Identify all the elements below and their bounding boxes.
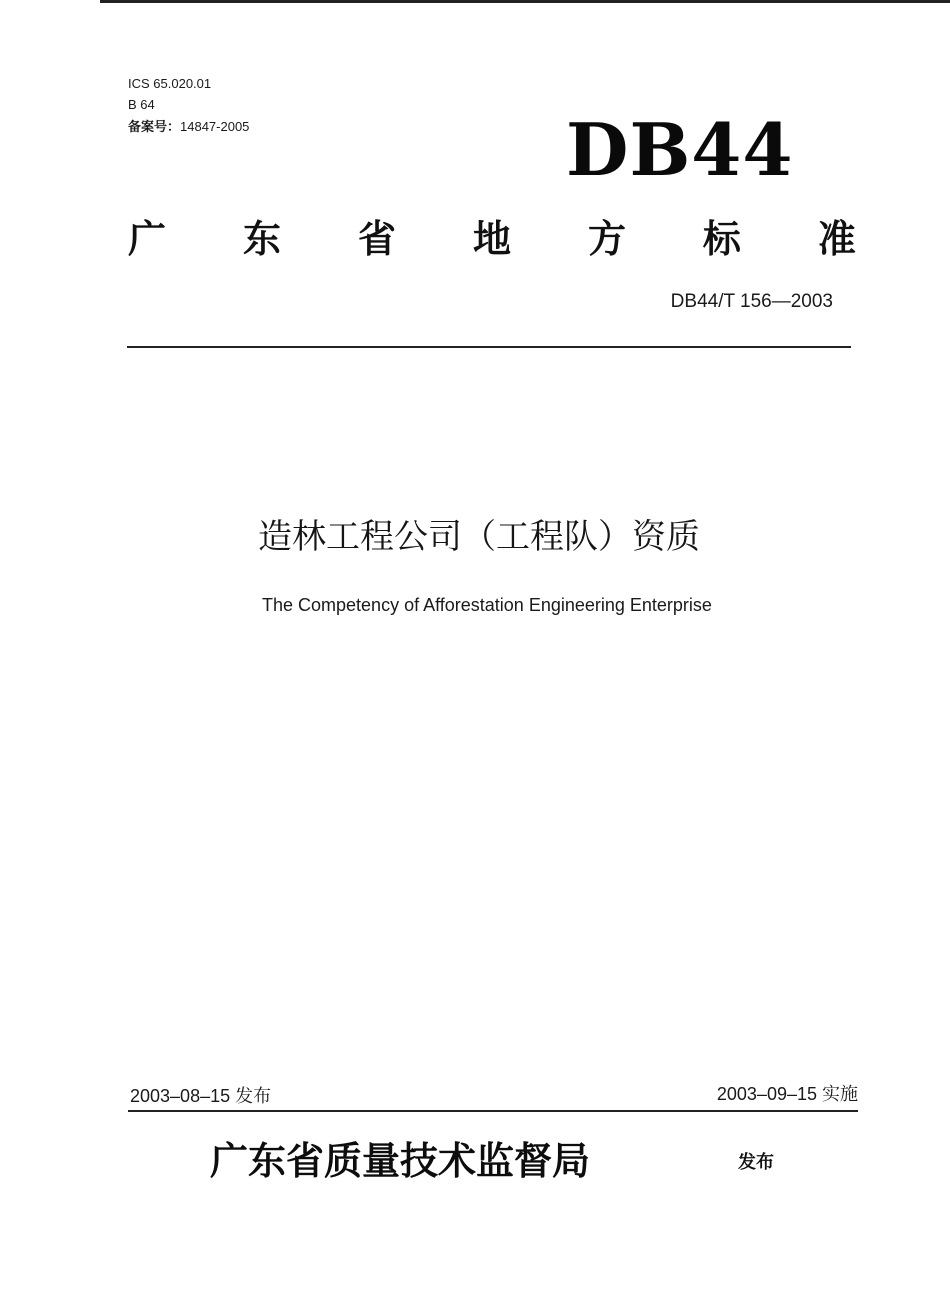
standard-type-char: 方 bbox=[587, 216, 626, 261]
db44-logo: DB44 bbox=[566, 107, 794, 192]
standard-code: DB44/T 156—2003 bbox=[670, 291, 833, 312]
document-title-chinese: 造林工程公司（工程队）资质 bbox=[258, 517, 700, 557]
standard-type-char: 标 bbox=[702, 216, 741, 261]
document-title-english: The Competency of Afforestation Engineering Enterprise bbox=[262, 595, 712, 615]
scan-top-edge bbox=[100, 0, 950, 3]
standard-type-char: 东 bbox=[242, 216, 281, 261]
standard-type-char: 地 bbox=[472, 216, 511, 261]
bottom-divider bbox=[128, 1110, 858, 1112]
top-divider bbox=[127, 346, 851, 348]
issue-date: 2003–08–15 发布 bbox=[130, 1086, 272, 1106]
standard-type-heading bbox=[128, 208, 856, 262]
standard-type-char: 广 bbox=[128, 216, 167, 261]
filing-label: 备案号： bbox=[128, 119, 181, 134]
standard-type-char: 省 bbox=[357, 216, 396, 261]
implementation-date: 2003–09–15 实施 bbox=[716, 1084, 858, 1104]
filing-number bbox=[128, 119, 249, 135]
ccs-code: B 64 bbox=[128, 97, 155, 112]
filing-value: 14847-2005 bbox=[180, 119, 250, 134]
publisher-name: 广东省质量技术监督局 bbox=[210, 1138, 591, 1183]
standard-type-char: 准 bbox=[817, 216, 856, 261]
publish-verb: 发布 bbox=[738, 1152, 774, 1173]
ics-code: ICS 65.020.01 bbox=[128, 76, 212, 91]
